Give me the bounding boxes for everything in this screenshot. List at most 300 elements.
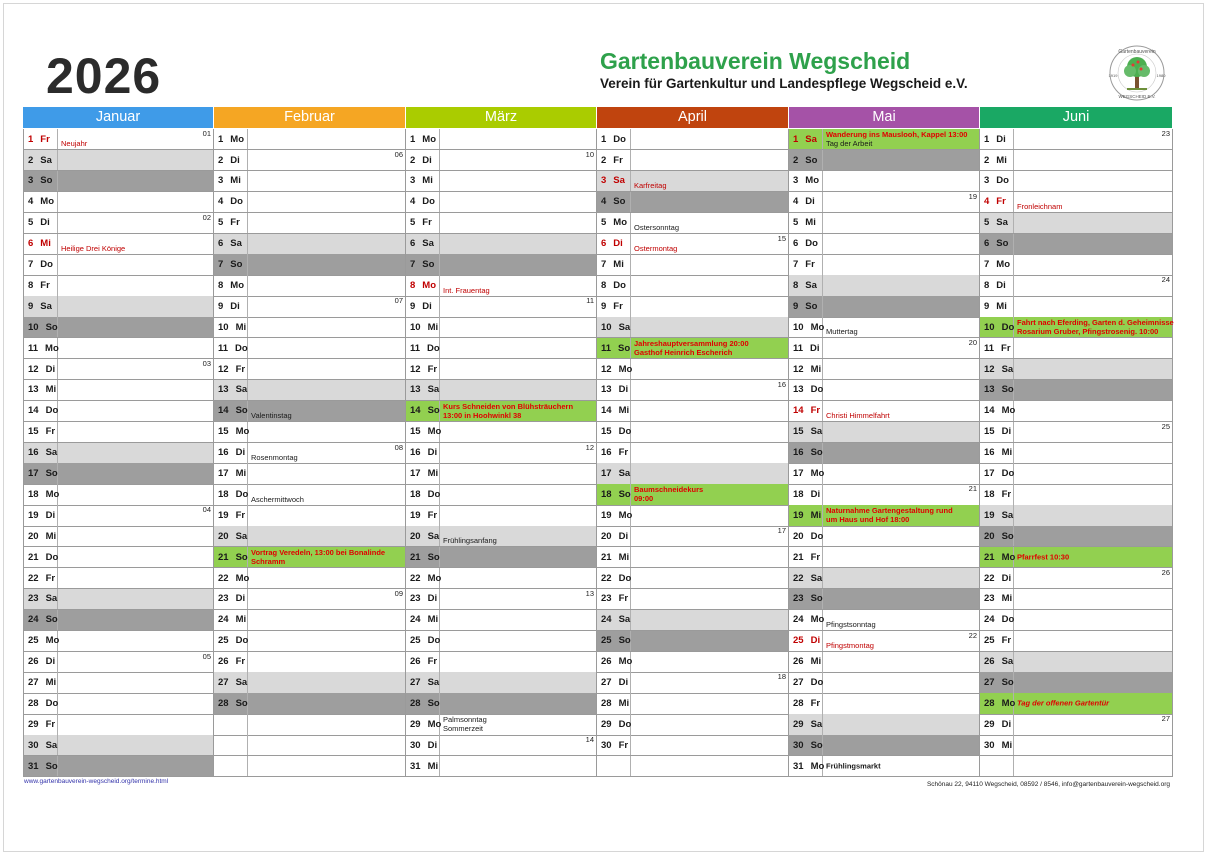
weekday-abbr: Di [1001, 572, 1012, 584]
day-cell[interactable] [23, 380, 214, 401]
day-cell[interactable] [789, 463, 980, 484]
holiday-text: Pfingstsonntag [826, 620, 876, 630]
day-cell[interactable] [597, 129, 789, 150]
day-cell[interactable] [789, 129, 980, 150]
day-cell[interactable] [597, 171, 789, 192]
week-number: 27 [1161, 714, 1170, 724]
day-cell[interactable] [406, 505, 597, 526]
day-cell[interactable] [406, 735, 597, 756]
day-cell[interactable] [980, 234, 1173, 255]
day-cell[interactable] [597, 693, 789, 714]
website-url[interactable]: www.gartenbauverein-wegscheid.org/termine.html [24, 778, 169, 785]
day-label [597, 547, 631, 567]
day-cell[interactable] [597, 526, 789, 547]
day-cell[interactable] [23, 213, 214, 234]
day-number: 11 [793, 342, 804, 354]
event-line: Gasthof Heinrich Escherich [634, 348, 733, 358]
day-cell[interactable] [789, 568, 980, 589]
day-cell[interactable] [980, 380, 1173, 401]
day-label [214, 275, 248, 295]
day-label [597, 505, 631, 525]
day-label [406, 443, 440, 463]
day-cell[interactable] [980, 171, 1173, 192]
day-number: 29 [984, 718, 995, 730]
day-cell[interactable] [980, 463, 1173, 484]
day-number: 4 [601, 196, 607, 208]
day-cell[interactable] [597, 422, 789, 443]
day-cell[interactable] [23, 526, 214, 547]
month-header-3: April [597, 107, 788, 128]
day-cell[interactable] [214, 234, 406, 255]
day-cell[interactable] [980, 359, 1173, 380]
day-cell[interactable] [23, 568, 214, 589]
day-cell[interactable] [406, 756, 597, 777]
day-cell[interactable] [406, 317, 597, 338]
day-cell[interactable] [23, 359, 214, 380]
day-cell[interactable] [597, 672, 789, 693]
day-cell[interactable] [789, 317, 980, 338]
day-cell[interactable] [214, 526, 406, 547]
day-cell[interactable] [597, 443, 789, 464]
day-label [789, 171, 823, 191]
day-cell[interactable] [980, 652, 1173, 673]
weekday-abbr: Sa [805, 279, 817, 291]
day-number: 30 [984, 739, 995, 751]
day-label [406, 254, 440, 274]
weekday-abbr: Do [427, 635, 441, 647]
day-cell[interactable] [406, 380, 597, 401]
day-cell[interactable] [406, 150, 597, 171]
day-label [980, 443, 1014, 463]
day-cell[interactable] [406, 171, 597, 192]
day-cell[interactable] [214, 317, 406, 338]
day-cell[interactable] [597, 317, 789, 338]
day-cell[interactable] [23, 610, 214, 631]
day-cell[interactable] [597, 380, 789, 401]
day-cell[interactable] [597, 401, 789, 422]
day-label [24, 254, 58, 274]
day-cell[interactable] [597, 631, 789, 652]
day-cell[interactable] [214, 610, 406, 631]
day-number: 9 [410, 300, 416, 312]
day-cell[interactable] [406, 213, 597, 234]
day-label [214, 631, 248, 651]
day-cell[interactable] [23, 443, 214, 464]
day-cell[interactable] [597, 652, 789, 673]
day-cell[interactable] [597, 547, 789, 568]
day-cell[interactable] [214, 422, 406, 443]
event-line: Rosarium Gruber, Pfingstrosenig. 10:00 [1017, 327, 1159, 337]
weekday-abbr: Mo [40, 196, 55, 208]
day-number: 18 [793, 488, 804, 500]
day-number: 20 [793, 530, 804, 542]
weekday-abbr: Do [618, 718, 632, 730]
day-cell[interactable] [980, 672, 1173, 693]
day-cell[interactable] [23, 150, 214, 171]
day-cell[interactable] [23, 234, 214, 255]
day-label [980, 693, 1014, 713]
day-cell[interactable] [980, 129, 1173, 150]
day-number: 25 [793, 635, 804, 647]
day-label [214, 610, 248, 630]
day-cell[interactable] [980, 547, 1173, 568]
day-cell[interactable] [980, 526, 1173, 547]
day-cell[interactable] [980, 422, 1173, 443]
day-cell[interactable] [23, 631, 214, 652]
day-cell[interactable] [214, 254, 406, 275]
week-number: 01 [202, 129, 211, 138]
day-cell[interactable] [406, 693, 597, 714]
day-cell[interactable] [406, 275, 597, 296]
day-cell[interactable] [789, 401, 980, 422]
day-cell[interactable] [214, 631, 406, 652]
day-cell[interactable] [214, 171, 406, 192]
day-cell[interactable] [23, 422, 214, 443]
day-cell[interactable] [597, 359, 789, 380]
day-cell[interactable] [23, 171, 214, 192]
day-cell[interactable] [597, 735, 789, 756]
day-cell[interactable] [406, 526, 597, 547]
weekday-abbr: Mo [810, 321, 825, 333]
weekday-abbr: Mo [1001, 551, 1016, 563]
day-label [789, 359, 823, 379]
day-cell[interactable] [23, 129, 214, 150]
day-cell[interactable] [406, 296, 597, 317]
day-label [980, 652, 1014, 672]
weekday-abbr: So [805, 154, 818, 166]
day-label [980, 631, 1014, 651]
day-cell[interactable] [406, 192, 597, 213]
weekday-abbr: Fr [235, 363, 246, 375]
weekday-abbr: Di [618, 677, 629, 689]
day-number: 19 [793, 509, 804, 521]
day-cell[interactable] [23, 714, 214, 735]
day-label [406, 192, 440, 212]
day-cell[interactable] [597, 505, 789, 526]
day-label [214, 463, 248, 483]
day-cell[interactable] [214, 443, 406, 464]
day-cell[interactable] [23, 338, 214, 359]
day-number: 27 [601, 677, 612, 689]
day-cell[interactable] [214, 213, 406, 234]
weekday-abbr: Mi [1001, 739, 1013, 751]
day-cell[interactable] [214, 129, 406, 150]
weekday-abbr: Mo [230, 279, 245, 291]
day-cell[interactable] [23, 756, 214, 777]
day-cell[interactable] [406, 610, 597, 631]
day-cell[interactable] [789, 714, 980, 735]
day-cell[interactable] [789, 254, 980, 275]
day-cell[interactable] [214, 401, 406, 422]
day-cell[interactable] [980, 484, 1173, 505]
holiday-text: Karfreitag [634, 181, 667, 191]
day-label [24, 714, 58, 734]
day-number: 11 [218, 342, 229, 354]
day-cell[interactable] [23, 254, 214, 275]
day-number: 20 [410, 530, 421, 542]
day-label [980, 317, 1014, 337]
day-number: 7 [410, 259, 416, 271]
day-number: 3 [793, 175, 799, 187]
day-cell[interactable] [23, 652, 214, 673]
day-cell[interactable] [789, 652, 980, 673]
day-number: 23 [984, 593, 995, 605]
day-cell[interactable] [980, 505, 1173, 526]
day-cell[interactable] [789, 192, 980, 213]
day-label [789, 443, 823, 463]
day-cell[interactable] [23, 589, 214, 610]
day-cell[interactable] [597, 484, 789, 505]
day-cell[interactable] [980, 610, 1173, 631]
day-cell[interactable] [980, 150, 1173, 171]
day-cell[interactable] [980, 275, 1173, 296]
day-number: 5 [410, 217, 416, 229]
day-number: 20 [984, 530, 995, 542]
day-cell[interactable] [980, 443, 1173, 464]
day-cell[interactable] [406, 234, 597, 255]
day-cell[interactable] [406, 338, 597, 359]
day-cell[interactable] [214, 150, 406, 171]
day-cell[interactable] [980, 296, 1173, 317]
day-label [406, 693, 440, 713]
club-event-text: Pfarrfest 10:30 [1017, 552, 1070, 562]
weekday-abbr: Mi [235, 614, 247, 626]
day-cell[interactable] [406, 254, 597, 275]
day-cell[interactable] [980, 714, 1173, 735]
weekday-abbr: Mo [618, 656, 633, 668]
weekday-abbr: Fr [427, 363, 438, 375]
day-cell[interactable] [597, 254, 789, 275]
day-cell[interactable] [23, 672, 214, 693]
day-number: 17 [601, 468, 612, 480]
day-cell[interactable] [980, 568, 1173, 589]
day-cell[interactable] [214, 275, 406, 296]
day-label [214, 672, 248, 692]
weekday-abbr: Di [1001, 426, 1012, 438]
day-cell[interactable] [214, 505, 406, 526]
day-label [24, 296, 58, 316]
day-label [24, 150, 58, 170]
day-cell[interactable] [789, 610, 980, 631]
day-cell[interactable] [214, 380, 406, 401]
day-cell[interactable] [406, 484, 597, 505]
day-cell[interactable] [214, 693, 406, 714]
day-cell[interactable] [789, 631, 980, 652]
weekday-abbr: Do [427, 488, 441, 500]
day-cell[interactable] [980, 589, 1173, 610]
day-cell[interactable] [597, 463, 789, 484]
day-number: 24 [601, 614, 612, 626]
day-cell[interactable] [980, 631, 1173, 652]
day-cell[interactable] [789, 505, 980, 526]
day-number: 31 [410, 760, 421, 772]
day-cell[interactable] [406, 359, 597, 380]
day-cell[interactable] [597, 610, 789, 631]
day-cell[interactable] [406, 443, 597, 464]
day-cell[interactable] [23, 547, 214, 568]
weekday-abbr: Di [235, 593, 246, 605]
day-cell[interactable] [214, 463, 406, 484]
day-number: 1 [793, 133, 799, 145]
day-cell[interactable] [789, 171, 980, 192]
day-cell[interactable] [789, 526, 980, 547]
weekday-abbr: Sa [996, 217, 1008, 229]
day-cell[interactable] [406, 714, 597, 735]
day-cell[interactable] [23, 192, 214, 213]
day-cell[interactable] [214, 338, 406, 359]
weekday-abbr: Mi [427, 760, 439, 772]
week-number: 13 [585, 588, 594, 598]
day-cell[interactable] [789, 547, 980, 568]
day-cell[interactable] [406, 401, 597, 422]
day-cell[interactable] [406, 463, 597, 484]
day-cell[interactable] [214, 568, 406, 589]
day-number: 28 [28, 697, 39, 709]
day-cell[interactable] [23, 693, 214, 714]
day-cell[interactable] [789, 443, 980, 464]
club-event-text [443, 402, 573, 420]
day-cell[interactable] [980, 338, 1173, 359]
weekday-abbr: Fr [618, 739, 629, 751]
day-cell[interactable] [789, 735, 980, 756]
day-cell[interactable] [406, 568, 597, 589]
day-cell[interactable] [597, 213, 789, 234]
day-label [24, 735, 58, 755]
weekday-abbr: Mi [618, 697, 630, 709]
day-cell[interactable] [980, 693, 1173, 714]
day-cell[interactable] [406, 652, 597, 673]
day-number: 18 [984, 488, 995, 500]
day-number: 29 [28, 718, 39, 730]
day-label [980, 568, 1014, 588]
day-cell[interactable] [597, 150, 789, 171]
day-cell[interactable] [597, 192, 789, 213]
day-cell[interactable] [789, 422, 980, 443]
day-number: 3 [218, 175, 224, 187]
day-label [24, 422, 58, 442]
day-label [597, 735, 631, 755]
day-label [406, 296, 440, 316]
day-number: 11 [28, 342, 39, 354]
day-label [214, 547, 248, 567]
weekday-abbr: So [235, 551, 248, 563]
day-cell[interactable] [789, 234, 980, 255]
day-number: 21 [218, 551, 229, 563]
day-cell[interactable] [597, 234, 789, 255]
day-label [406, 505, 440, 525]
day-cell[interactable] [214, 296, 406, 317]
day-cell[interactable] [214, 672, 406, 693]
day-cell[interactable] [789, 359, 980, 380]
week-number: 22 [968, 630, 977, 640]
weekday-abbr: Fr [996, 196, 1006, 208]
day-cell[interactable] [980, 213, 1173, 234]
day-number: 29 [410, 718, 421, 730]
day-number: 24 [793, 614, 804, 626]
day-cell[interactable] [406, 422, 597, 443]
day-cell[interactable] [23, 735, 214, 756]
empty-day-label [597, 756, 631, 776]
day-cell[interactable] [406, 672, 597, 693]
day-cell[interactable] [597, 568, 789, 589]
day-cell[interactable] [214, 359, 406, 380]
day-number: 31 [28, 760, 39, 772]
day-cell[interactable] [597, 338, 789, 359]
weekday-abbr: Fr [230, 217, 240, 229]
day-cell[interactable] [789, 380, 980, 401]
day-cell[interactable] [23, 275, 214, 296]
day-cell[interactable] [980, 254, 1173, 275]
day-cell[interactable] [789, 296, 980, 317]
day-cell[interactable] [214, 547, 406, 568]
weekday-abbr: Di [427, 593, 438, 605]
day-cell[interactable] [980, 317, 1173, 338]
day-cell[interactable] [23, 317, 214, 338]
day-cell[interactable] [406, 547, 597, 568]
weekday-abbr: Fr [618, 593, 629, 605]
day-cell[interactable] [980, 735, 1173, 756]
weekday-abbr: Mi [996, 300, 1007, 312]
week-number: 11 [586, 296, 594, 306]
day-cell[interactable] [214, 192, 406, 213]
day-number: 16 [28, 447, 39, 459]
day-cell[interactable] [406, 129, 597, 150]
day-label [406, 359, 440, 379]
day-number: 19 [218, 509, 229, 521]
day-number: 26 [410, 656, 421, 668]
day-number: 23 [793, 593, 804, 605]
day-cell[interactable] [23, 296, 214, 317]
day-cell[interactable] [23, 505, 214, 526]
day-cell[interactable] [406, 589, 597, 610]
weekday-abbr: Di [45, 656, 56, 668]
event-line: Jahreshauptversammlung 20:00 [634, 339, 749, 349]
day-cell[interactable] [789, 275, 980, 296]
day-label [789, 652, 823, 672]
day-cell[interactable] [406, 631, 597, 652]
day-cell[interactable] [597, 714, 789, 735]
day-cell[interactable] [789, 213, 980, 234]
day-number: 1 [28, 133, 34, 145]
day-number: 7 [28, 259, 34, 271]
day-cell[interactable] [597, 275, 789, 296]
day-cell[interactable] [789, 756, 980, 777]
day-cell[interactable] [980, 192, 1173, 213]
day-cell[interactable] [23, 484, 214, 505]
day-cell[interactable] [597, 296, 789, 317]
day-cell[interactable] [789, 338, 980, 359]
day-cell[interactable] [789, 672, 980, 693]
day-cell[interactable] [23, 401, 214, 422]
day-cell[interactable] [23, 463, 214, 484]
day-label [214, 171, 248, 191]
day-number: 17 [410, 468, 421, 480]
weekday-abbr: Do [613, 133, 626, 145]
day-cell[interactable] [597, 589, 789, 610]
day-number: 27 [28, 677, 39, 689]
day-cell[interactable] [214, 589, 406, 610]
day-cell[interactable] [980, 401, 1173, 422]
weekday-abbr: Mi [618, 405, 630, 417]
day-cell[interactable] [789, 589, 980, 610]
day-cell[interactable] [789, 150, 980, 171]
weekday-abbr: Do [613, 279, 626, 291]
day-cell[interactable] [789, 693, 980, 714]
day-cell[interactable] [214, 484, 406, 505]
day-label [24, 275, 58, 295]
day-cell[interactable] [789, 484, 980, 505]
day-cell[interactable] [214, 652, 406, 673]
